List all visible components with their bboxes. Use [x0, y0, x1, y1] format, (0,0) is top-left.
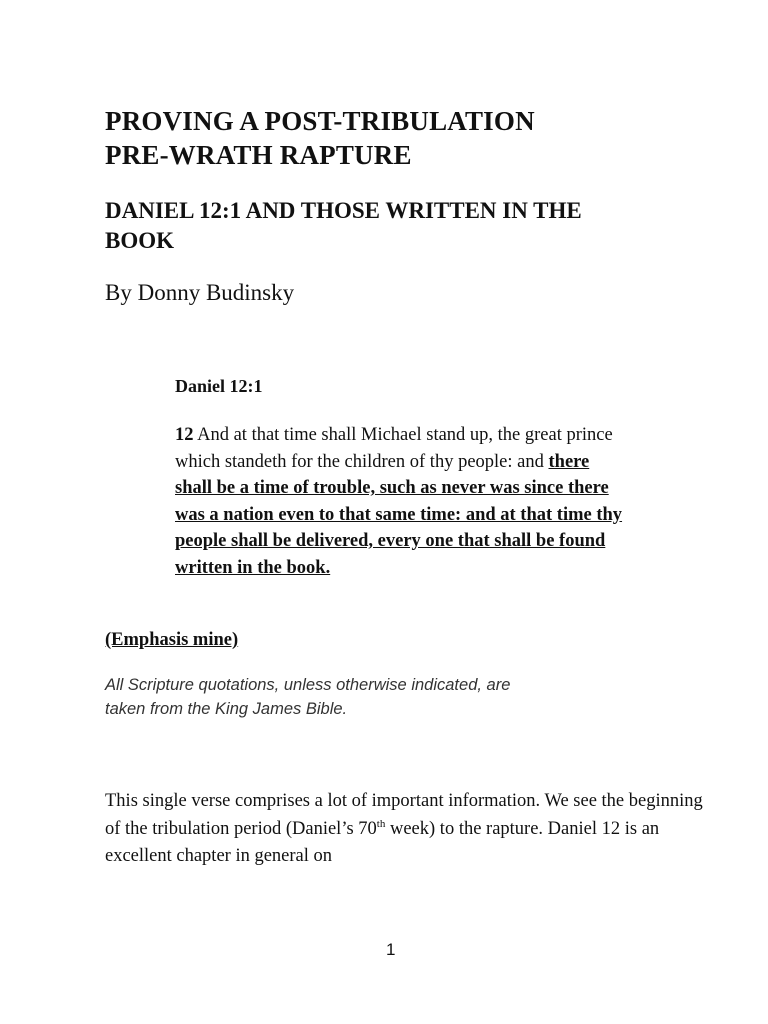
- scripture-source-line-1: All Scripture quotations, unless otherwise indicated, are: [105, 676, 511, 694]
- scripture-source-line-2: taken from the King James Bible.: [105, 700, 348, 718]
- author-byline: By Donny Budinsky: [105, 280, 295, 305]
- page-number: 1: [386, 940, 396, 959]
- subtitle-line-1: DANIEL 12:1 AND THOSE WRITTEN IN THE: [105, 198, 582, 223]
- body-text-part-1: This single verse comprises a lot of important information. We see the beginning of the tribulation period (Daniel’s 70: [105, 791, 703, 839]
- scripture-source-note: [105, 673, 625, 721]
- emphasis-note: (Emphasis mine): [105, 630, 239, 650]
- document-title: [105, 104, 705, 172]
- body-text-part-2: week) to the rapture. Daniel 12 is an excellent chapter in general on: [105, 818, 660, 866]
- verse-text-emphasized: there shall be a time of trouble, such as never was since there was a nation even to that same time: and at that time thy people shall be delivered, every one that shall be found written in the book.: [175, 451, 623, 578]
- document-subtitle: [105, 196, 705, 256]
- title-line-2: PRE-WRATH RAPTURE: [105, 140, 412, 170]
- verse-text-plain: And at that time shall Michael stand up, the great prince which standeth for the children of thy people: and: [175, 425, 613, 472]
- verse-quote: [175, 422, 625, 581]
- title-line-1: PROVING A POST-TRIBULATION: [105, 106, 535, 136]
- ordinal-superscript: th: [376, 817, 386, 830]
- verse-reference: Daniel 12:1: [175, 376, 263, 396]
- verse-number: 12: [175, 425, 194, 445]
- body-paragraph: [105, 788, 705, 871]
- subtitle-line-2: BOOK: [105, 228, 175, 253]
